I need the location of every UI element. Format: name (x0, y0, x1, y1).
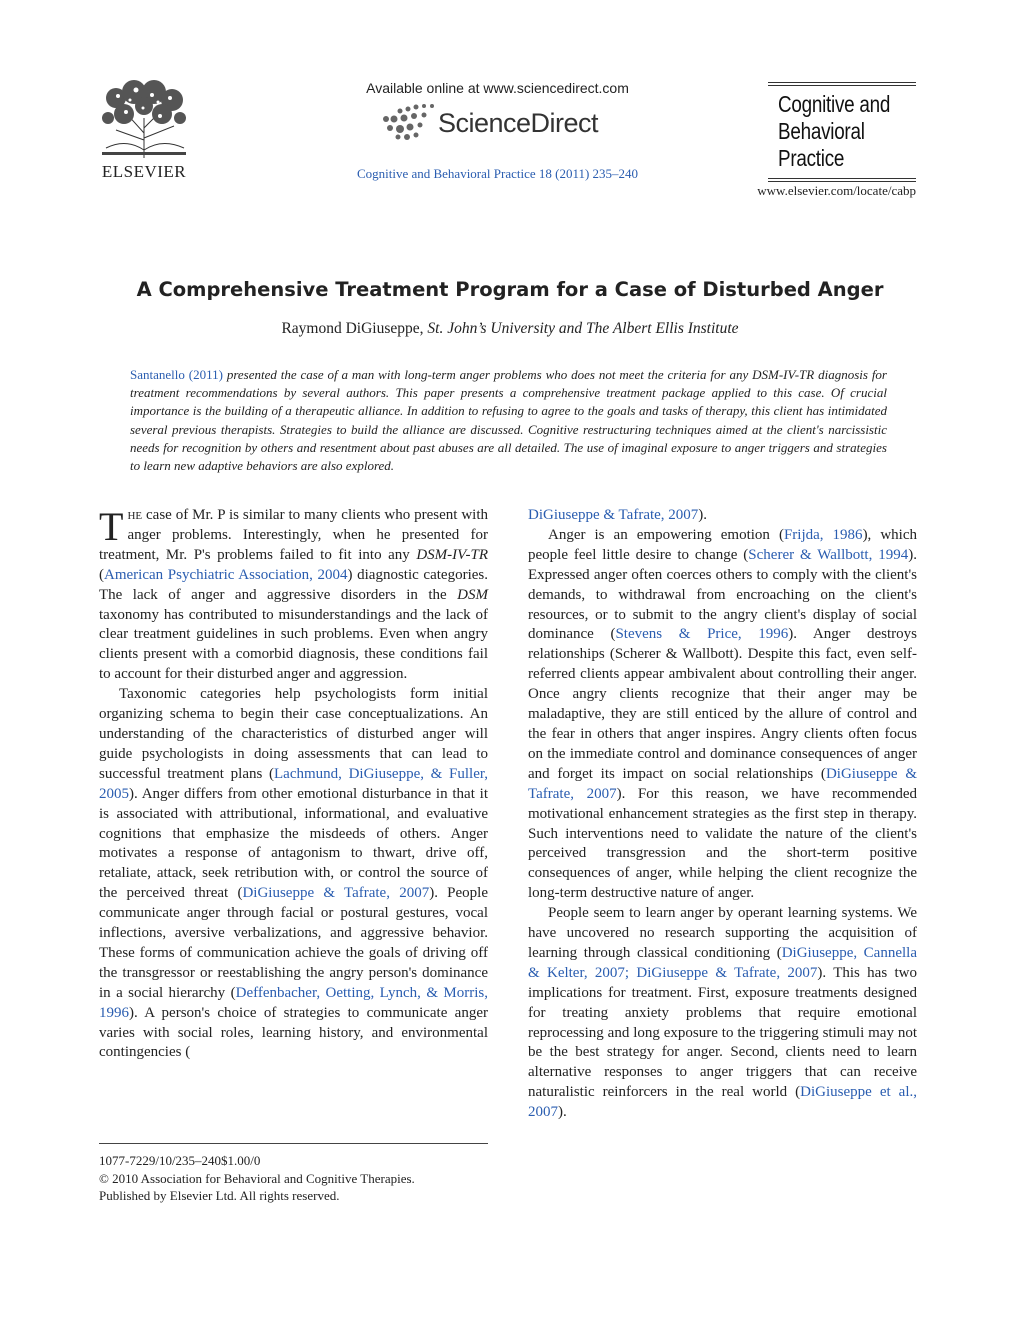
citation-link[interactable]: Scherer & Wallbott, 1994 (748, 546, 909, 563)
citation-link[interactable]: Deffenbacher, Oetting, Lynch, & Morris, 1996 (99, 984, 488, 1021)
citation-link[interactable]: DiGiuseppe et al., 2007 (528, 1084, 917, 1121)
abstract (130, 366, 887, 475)
body-paragraph: Taxonomic categories help psychologists form initial organizing schema to begin their case conceptualizations. An understanding of the characteristics of disturbed anger will guide psychologists in doing assessments that can lead to successful treatment plans (Lachmund, DiGiuseppe, & Fuller, 2005). Anger differs from other emotional disturbance in that it is associated with attributional, informational, and evaluative cognitions that emphasize the misdeeds of others. Anger motivates a response of antagonism to thwart, drive off, retaliate, attack, seek retribution with, or control the source of the perceived threat (DiGiuseppe & Tafrate, 2007). People communicate anger through facial or postural gestures, vocal inflections, aversive verbalizations, and aggressive behavior. These forms of communication achieve the goals of driving off the transgressor or reestablishing the angry person's dominance in a social hierarchy (Deffenbacher, Oetting, Lynch, & Morris, 1996). A person's choice of strategies to communicate anger varies with social roles, learning history, and environmental contingencies ( (99, 686, 489, 1061)
body-paragraph-continued: DiGiuseppe & Tafrate, 2007). (528, 507, 708, 523)
abstract-citation-link[interactable]: Santanello (2011) (130, 367, 223, 382)
journal-citation-link[interactable]: Cognitive and Behavioral Practice 18 (2011) 235–240 (356, 166, 639, 181)
body-column-right (528, 506, 917, 1123)
author-line (0, 320, 1020, 338)
journal-name-line: Behavioral (778, 118, 865, 144)
copyright-line: © 2010 Association for Behavioral and Cognitive Therapies. (99, 1170, 415, 1186)
body-column-left (99, 506, 488, 1063)
citation-link[interactable]: American Psychiatric Association, 2004 (104, 566, 348, 583)
citation-link[interactable]: DiGiuseppe & Tafrate, 2007 (242, 885, 430, 902)
body-paragraph: The case of Mr. P is similar to many clients who present with anger problems. Interestingly, when he presented for treatment, Mr. P's problems failed to fit into any DSM-IV-TR (American Psychiatric Association, 2004) diagnostic categories. The lack of anger and aggressive disorders in the DSM taxonomy has contributed to misunderstandings and the lack of clear treatment guidelines in such problems. Even when angry clients present with a comorbid diagnosis, these conditions fail to account for their disturbed anger and aggression. (99, 504, 488, 683)
body-paragraph: People seem to learn anger by operant learning systems. We have uncovered no research supporting the acquisition of learning through classical conditioning (DiGiuseppe, Cannella & Kelter, 2007; DiGiuseppe & Tafrate, 2007). This has two implications for treatment. First, exposure treatments designed for treating anxiety problems that require emotional reprocessing and long exposure to the triggering stimuli may not be the best strategy for anger. Second, clients need to learn alternative responses to anger triggers that can receive naturalistic reinforcers in the real world (DiGiuseppe et al., 2007). (528, 905, 917, 1121)
journal-name-line: Practice (778, 145, 845, 171)
abstract-text: presented the case of a man with long-term anger problems who does not meet the criteria for any DSM-IV-TR diagnosis for treatment recommendations by several authors. This paper presents a comprehensive treatment package applied to this case. Of crucial importance is the building of a therapeutic alliance. In addition to refusing to agree to the goals and tasks of therapy, this client has intimidated several previous therapists. Strategies to build the alliance are discussed. Cognitive restructuring techniques aimed at the client's narcissistic needs for recognition by others and resentment about past abuses are all detailed. The use of imaginal exposure to anger triggers and strategies to learn new adaptive behaviors are also explored. (130, 367, 887, 474)
available-online-text[interactable]: Available online at www.sciencedirect.com (366, 80, 629, 96)
drop-cap: T (99, 504, 124, 549)
citation-link[interactable]: DiGiuseppe & Tafrate, 2007 (528, 765, 917, 802)
sciencedirect-dots-icon (380, 103, 440, 143)
sciencedirect-wordmark[interactable]: ScienceDirect (438, 108, 599, 138)
author-name: Raymond DiGiuseppe, (281, 320, 424, 337)
citation-link[interactable]: DiGiuseppe & Tafrate, 2007 (528, 507, 699, 523)
journal-name-line: Cognitive and (778, 91, 891, 117)
publisher-line: Published by Elsevier Ltd. All rights reserved. (99, 1188, 340, 1203)
citation-link[interactable]: Lachmund, DiGiuseppe, & Fuller, 2005 (99, 765, 488, 802)
journal-url[interactable]: www.elsevier.com/locate/cabp (757, 183, 916, 198)
issn-line: 1077-7229/10/235–240$1.00/0 (99, 1153, 261, 1168)
article-title: A Comprehensive Treatment Program for a Case of Disturbed Anger (136, 278, 884, 301)
footnote-divider (99, 1143, 488, 1144)
publisher-name: ELSEVIER (101, 162, 187, 181)
body-paragraph: Anger is an empowering emotion (Frijda, 1986), which people feel little desire to change (Scherer & Wallbott, 1994). Expressed anger often coerces others to comply with the client's demands, to withdrawal from encroaching on the client's resources, or to submit to the angry client's display of social dominance (Stevens & Price, 1996). Anger destroys relationships (Scherer & Wallbott). Despite this fact, even self-referred clients appear ambivalent about controlling their anger. Once angry clients recognize that their anger may be maladaptive, they are still enticed by the allure of control and the fear in others that anger inspires. Angry clients often focus on the immediate control and dominance consequences of anger and forget its impact on social relationships (DiGiuseppe & Tafrate, 2007). For this reason, we have recommended motivational enhancement strategies as the first step in therapy. Such interventions need to validate the nature of the client's perceived transgression and the short-term positive consequences of anger, while helping the client recognize the long-term destructive nature of anger. (528, 526, 918, 902)
footnote (99, 1152, 488, 1205)
citation-link[interactable]: DiGiuseppe, Cannella & Kelter, 2007; DiGiuseppe & Tafrate, 2007 (528, 944, 917, 981)
citation-link[interactable]: Frijda, 1986 (783, 526, 863, 543)
citation-link[interactable]: Stevens & Price, 1996 (615, 626, 789, 643)
author-affiliation: St. John’s University and The Albert Ellis Institute (427, 320, 739, 337)
journal-logo (768, 82, 916, 182)
